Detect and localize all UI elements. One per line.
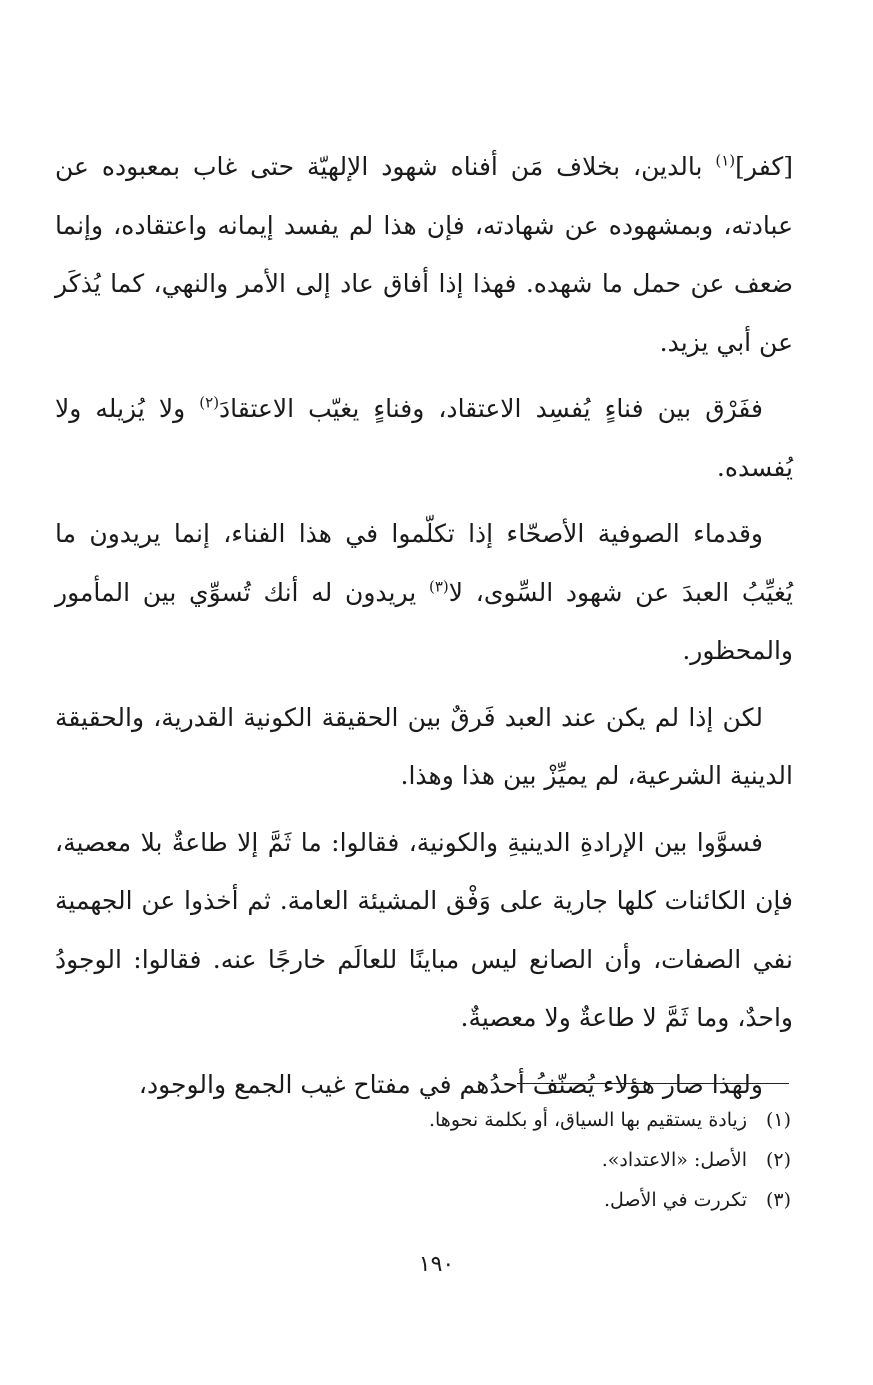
footnote-reference: (١): [715, 151, 736, 170]
footnote-item: [55, 1180, 791, 1220]
paragraph-text: وقدماء الصوفية الأصحّاء إذا تكلّموا في هذا الفناء، إنما يريدون ما يُغيِّبُ العبدَ عن شهود السِّوى، لا: [55, 519, 793, 607]
page-number: ١٩٠: [418, 1252, 455, 1277]
main-text-block: [55, 138, 793, 1114]
paragraph-text: ولا يُزيله ولا يُفسده.: [55, 394, 793, 482]
footnote-number: (٢): [765, 1149, 791, 1171]
paragraph-text: بالدين، بخلاف مَن أفناه شهود الإلهيّة حتى غاب بمعبوده عن عبادته، وبمشهوده عن شهادته، فإن هذا لم يفسد إيمانه واعتقاده، وإنما ضعف عن حمل ما شهده. فهذا إذا أفاق عاد إلى الأمر والنهي، كما يُذكَر عن أبي يزيد.: [55, 152, 793, 357]
paragraph-text: يريدون له أنك تُسوِّي بين المأمور والمحظور.: [55, 577, 793, 665]
paragraph: [55, 505, 793, 681]
paragraph-text: ولهذا صار هؤلاء يُصنّفُ أحدُهم في مفتاح غيب الجمع والوجود،: [138, 1069, 763, 1099]
footnote-text: زيادة يستقيم بها السياق، أو بكلمة نحوها.: [428, 1109, 747, 1131]
footnote-reference: (٢): [199, 393, 220, 412]
paragraph: [55, 689, 793, 806]
footnote-text: تكررت في الأصل.: [603, 1189, 747, 1211]
footnote-item: [55, 1140, 791, 1180]
paragraph-text: لكن إذا لم يكن عند العبد فَرقٌ بين الحقيقة الكونية القدرية، والحقيقة الدينية الشرعية، لم يميِّزْ بين هذا وهذا.: [55, 702, 793, 790]
footnote-number: (٣): [765, 1189, 791, 1211]
paragraph-text: [كفر]: [735, 152, 793, 181]
footnotes-block: [55, 1100, 791, 1220]
footnote-text: الأصل: «الاعتداد».: [601, 1149, 747, 1171]
paragraph-text: فسوَّوا بين الإرادةِ الدينيةِ والكونية، فقالوا: ما ثَمَّ إلا طاعةٌ بلا معصية، فإن الكائنات كلها جارية على وَفْق المشيئة العامة. ثم أخذوا عن الجهمية نفي الصفات، وأن الصانع ليس مباينًا للعالَم خارجًا عنه. فقالوا: الوجودُ واحدٌ، وما ثَمَّ لا طاعةٌ ولا معصيةٌ.: [55, 827, 793, 1032]
footnote-separator: [517, 1083, 789, 1084]
footnote-reference: (٣): [428, 577, 449, 596]
paragraph: [55, 814, 793, 1048]
paragraph: [55, 138, 793, 372]
paragraph-text: ففَرْق بين فناءٍ يُفسِد الاعتقاد، وفناءٍ يغيّب الاعتقادَ: [219, 394, 763, 423]
paragraph: [55, 380, 793, 497]
footnote-number: (١): [765, 1109, 791, 1131]
footnote-item: [55, 1100, 791, 1140]
